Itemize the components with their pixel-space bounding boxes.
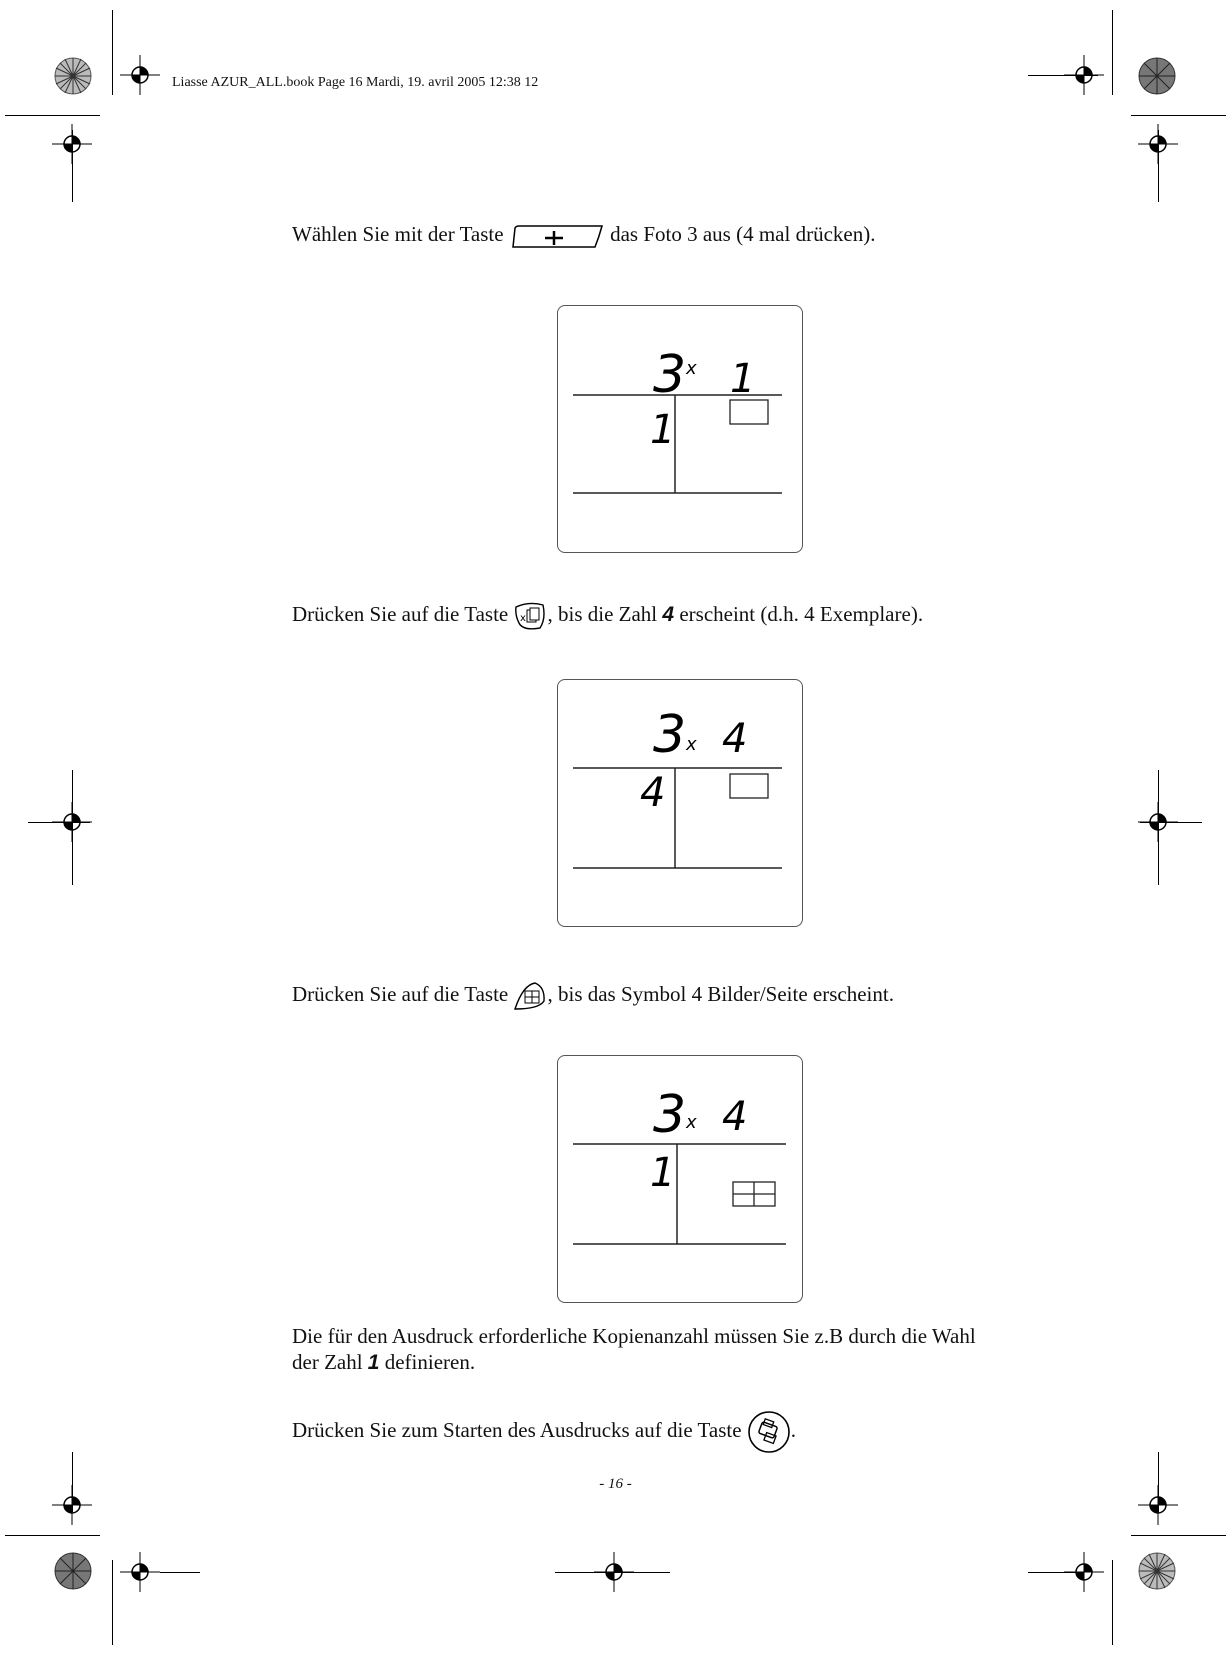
- highlight-number: 4: [662, 603, 675, 626]
- lcd-count: 1: [650, 407, 676, 453]
- crop-line: [1112, 10, 1113, 95]
- crop-line: [112, 10, 113, 95]
- crop-line: [1158, 130, 1159, 202]
- svg-text:x: x: [520, 613, 527, 625]
- starburst-mark-icon: [54, 57, 92, 95]
- step-text: , bis die Zahl: [547, 602, 658, 626]
- step-text: Drücken Sie auf die Taste: [292, 602, 509, 626]
- plus-key-icon: [509, 223, 605, 249]
- lcd-x-symbol: x: [686, 358, 697, 379]
- crop-line: [1158, 770, 1159, 885]
- starburst-mark-icon: [1138, 1552, 1176, 1590]
- step-text: Wählen Sie mit der Taste: [292, 222, 504, 246]
- single-page-icon: [730, 400, 768, 424]
- step-set-copies: [292, 601, 923, 631]
- step-select-photo: [292, 221, 875, 249]
- lcd-display: [557, 679, 803, 927]
- crop-line: [5, 115, 100, 116]
- step-text: Drücken Sie auf die Taste: [292, 982, 509, 1006]
- layout-key-icon: [513, 981, 547, 1011]
- step-start-print: Drücken Sie zum Starten des Ausdrucks auf die Taste .: [292, 1410, 796, 1454]
- lcd-display: [557, 1055, 803, 1303]
- lcd-copies: 1: [730, 356, 756, 402]
- crop-line: [5, 1535, 100, 1536]
- crop-line: [1131, 1535, 1226, 1536]
- crop-line: [28, 822, 90, 823]
- lcd-count: 4: [640, 770, 666, 816]
- registration-mark-icon: [120, 55, 160, 95]
- crop-line: [1140, 822, 1202, 823]
- crop-line: [555, 1572, 670, 1573]
- step-text: das Foto 3 aus (4 mal drücken).: [610, 222, 876, 246]
- starburst-mark-icon: [54, 1552, 92, 1590]
- step-text: , bis das Symbol 4 Bilder/Seite erscheint.: [547, 982, 894, 1006]
- lcd-photo-number: 3: [653, 705, 687, 765]
- lcd-x-symbol: x: [686, 1112, 697, 1133]
- lcd-count: 1: [650, 1150, 676, 1196]
- lcd-copies: 4: [722, 1094, 748, 1140]
- note-line-2: der Zahl 1 definieren.: [292, 1350, 476, 1374]
- book-header: Liasse AZUR_ALL.book Page 16 Mardi, 19. avril 2005 12:38 12: [172, 75, 539, 90]
- lcd-copies: 4: [722, 716, 748, 762]
- starburst-mark-icon: [1138, 57, 1176, 95]
- crop-line: [1112, 1560, 1113, 1645]
- note-line-1: Die für den Ausdruck erforderliche Kopienanzahl müssen Sie z.B durch die Wahl: [292, 1324, 976, 1348]
- copies-key-icon: [513, 601, 547, 631]
- crop-line: [1028, 75, 1098, 76]
- crop-line: [72, 130, 73, 202]
- lcd-photo-number: 3: [653, 1085, 687, 1145]
- highlight-number: 1: [367, 1351, 380, 1374]
- step-text: Drücken Sie zum Starten des Ausdrucks auf die Taste: [292, 1417, 742, 1442]
- crop-line: [1028, 1572, 1078, 1573]
- single-page-icon: [730, 774, 768, 798]
- crop-line: [1131, 115, 1226, 116]
- lcd-photo-number: 3: [653, 345, 687, 405]
- crop-line: [160, 1572, 200, 1573]
- lcd-x-symbol: x: [686, 734, 697, 755]
- crop-line: [72, 770, 73, 885]
- four-per-page-icon: [733, 1182, 775, 1206]
- lcd-display: [557, 305, 803, 553]
- page-number: - 16 -: [599, 1476, 632, 1492]
- crop-line: [112, 1560, 113, 1645]
- step-set-layout: [292, 981, 894, 1011]
- print-key-icon: [747, 1410, 791, 1454]
- registration-mark-icon: [120, 1552, 160, 1592]
- step-text: erscheint (d.h. 4 Exemplare).: [679, 602, 924, 626]
